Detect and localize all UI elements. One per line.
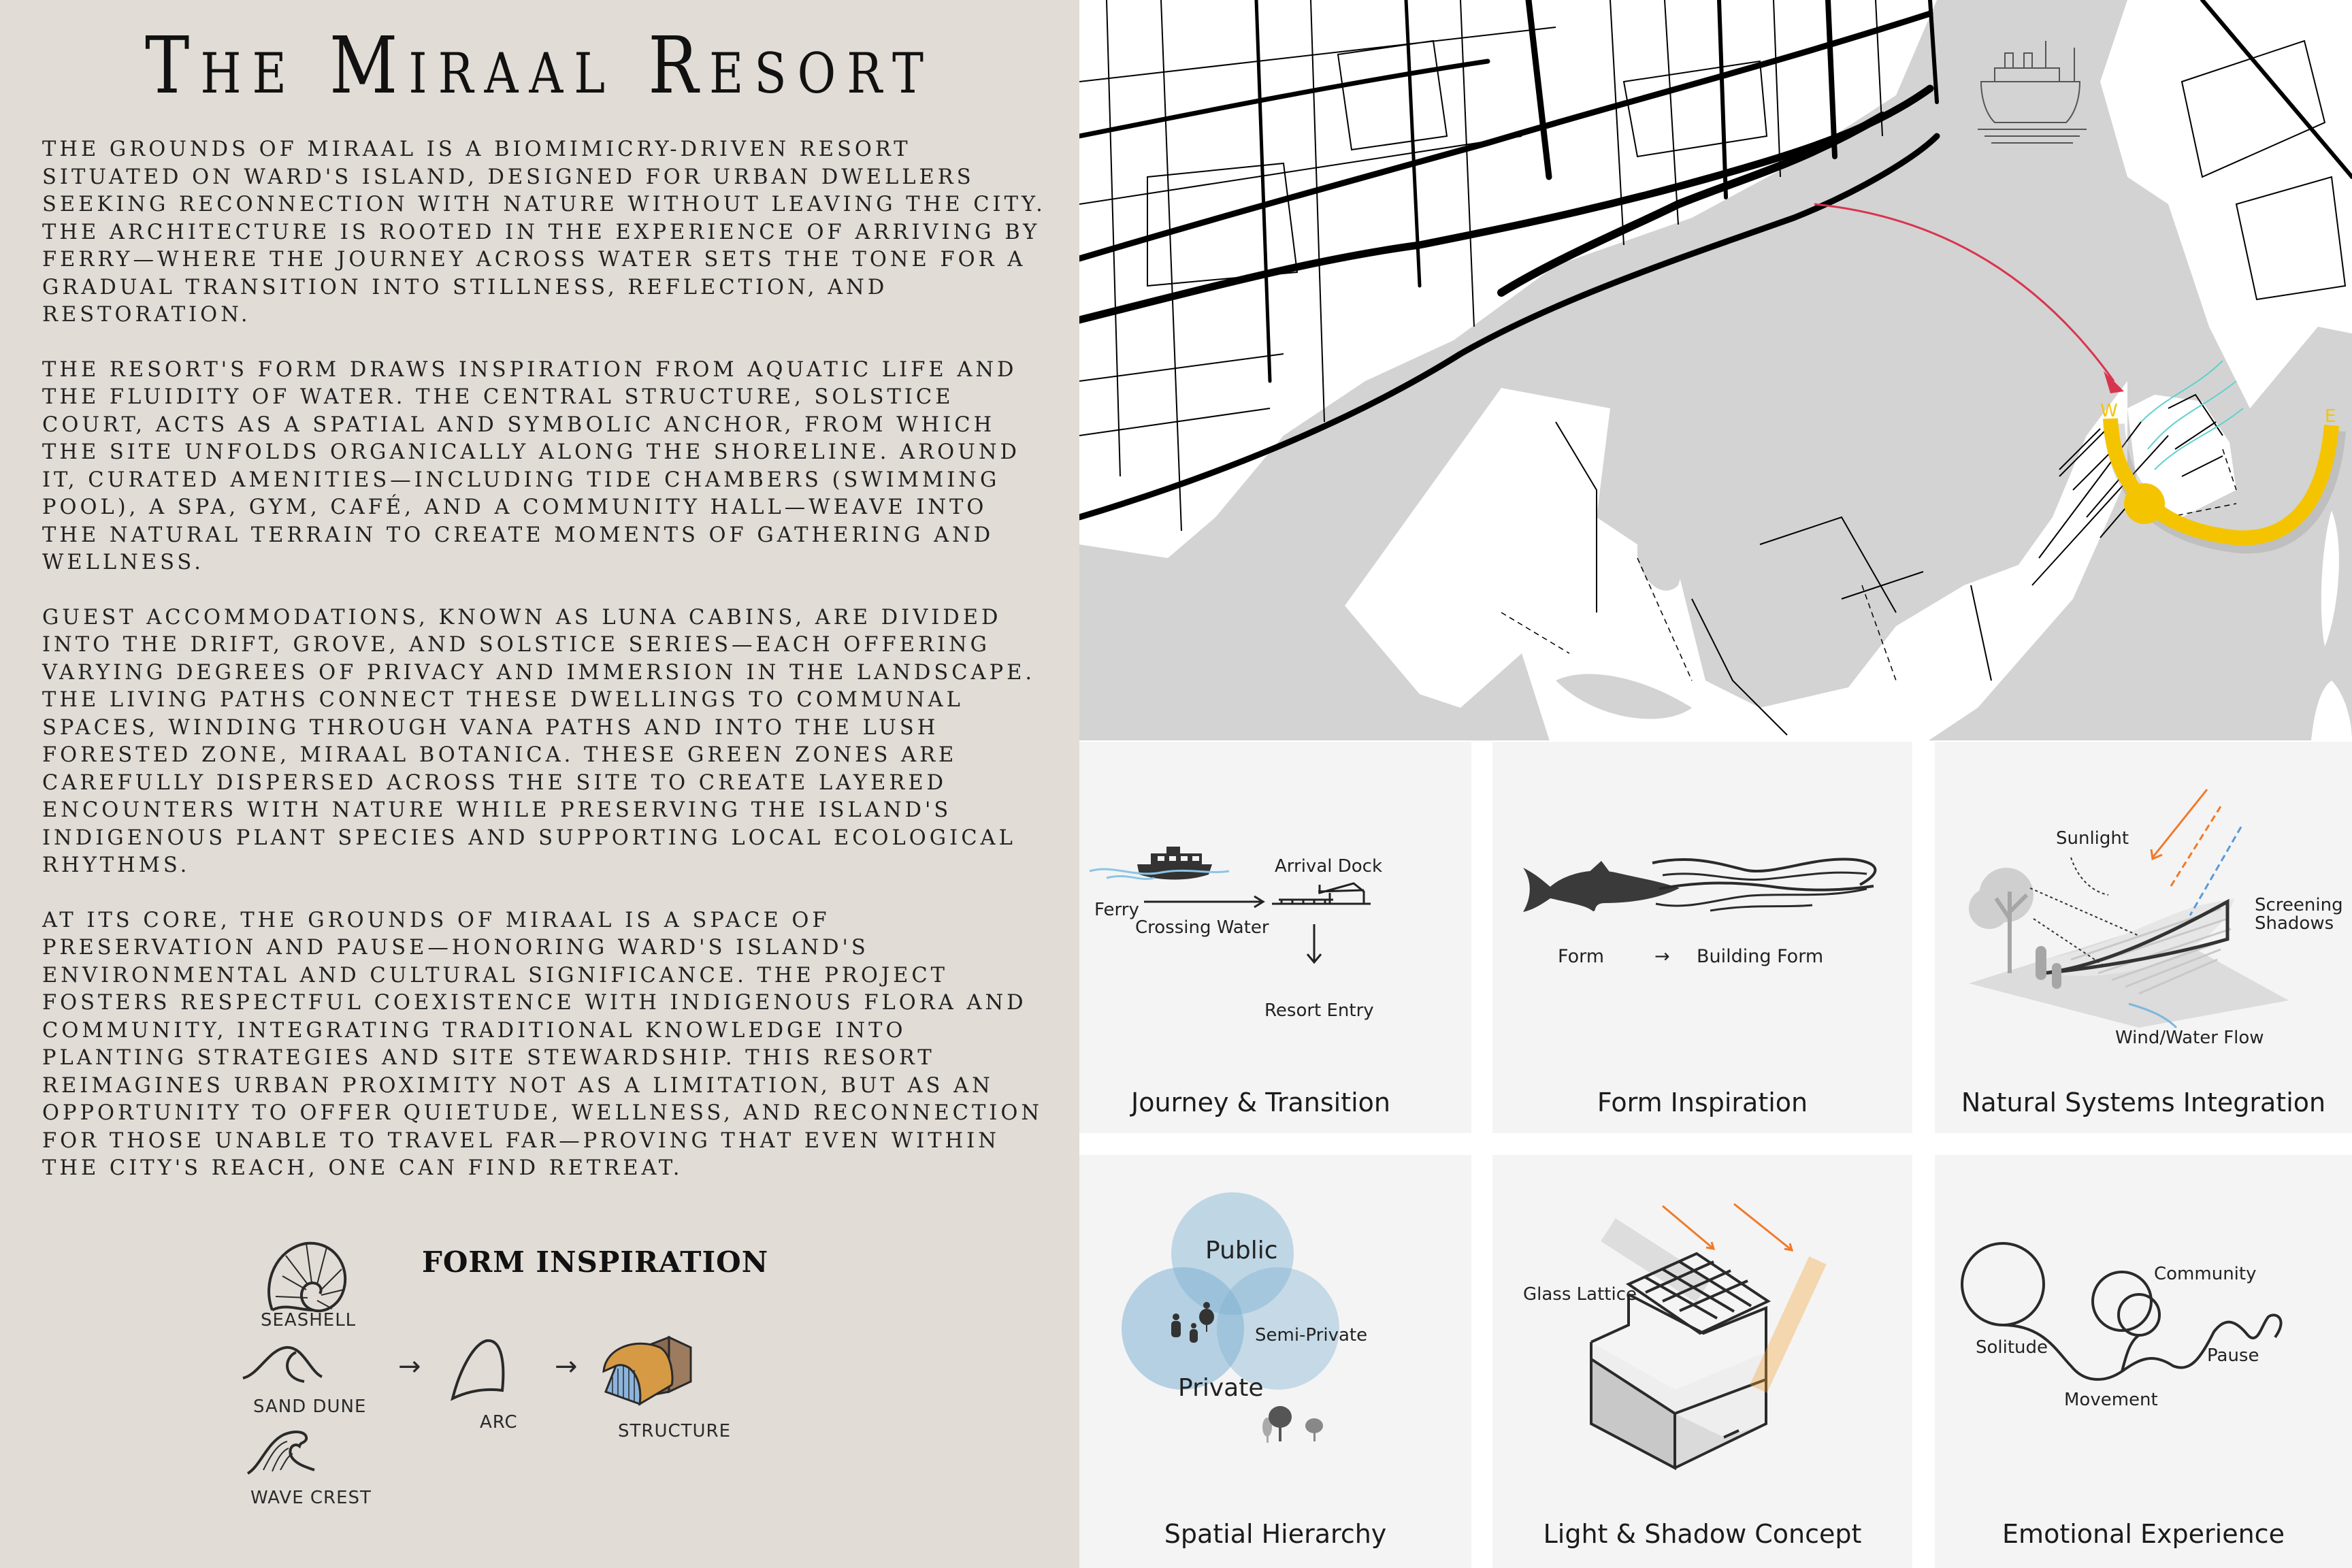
form-arrow: → <box>1654 946 1670 967</box>
paragraph-accommodations: GUEST ACCOMMODATIONS, KNOWN AS LUNA CABINS, ARE DIVIDED INTO THE DRIFT, GROVE, AND SOLSTICE SERIES—EACH OFFERING VARYING DEGREES OF PRIVACY AND IMMERSION IN THE LANDSCAPE. THE LIVING PATHS CONNECT THESE DWELLINGS TO COMMUNAL SPACES, WINDING THROUGH VANA PATHS AND INTO THE LUSH FORESTED ZONE, MIRAAL BOTANICA. THESE GREEN ZONES ARE CAREFULLY DISPERSED ACROSS THE SITE TO CREATE LAYERED ENCOUNTERS WITH NATURE WHILE PRESERVING THE ISLAND'S INDIGENOUS PLANT SPECIES AND SUPPORTING LOCAL ECOLOGICAL RHYTHMS. <box>42 605 1036 877</box>
glass-lattice-label: Glass Lattice <box>1523 1284 1637 1305</box>
tile-title: Journey & Transition <box>1131 1088 1391 1117</box>
structure-icon <box>595 1330 691 1412</box>
building-form-label: Building Form <box>1697 946 1824 967</box>
ferry-boat-icon <box>1086 844 1229 885</box>
paragraph-form: THE RESORT'S FORM DRAWS INSPIRATION FROM AQUATIC LIFE AND THE FLUIDITY OF WATER. THE CENTRAL STRUCTURE, SOLSTICE COURT, ACTS AS A SPATIAL AND SYMBOLIC ANCHOR, FROM WHICH THE SITE UNFOLDS ORGANICALLY ALONG THE SHORELINE. AROUND IT, CURATED AMENITIES—INCLUDING TIDE CHAMBERS (SWIMMING POOL), A SPA, GYM, CAFÉ, AND A COMMUNITY HALL—WEAVE INTO THE NATURAL TERRAIN TO CREATE MOMENTS OF GATHERING AND WELLNESS. <box>42 357 1020 574</box>
glass-lattice-diagram <box>1492 1155 1912 1568</box>
compass-west: W <box>2100 401 2118 421</box>
journey-line-diagram <box>1935 1155 2352 1568</box>
wave-crest-label: WAVE CREST <box>250 1488 372 1508</box>
page-title: The Miraal Resort <box>145 20 934 112</box>
pause-label: Pause <box>2207 1345 2259 1366</box>
resort-entry-label: Resort Entry <box>1264 1000 1374 1021</box>
arrow-icon: → <box>398 1351 422 1382</box>
tile-form-inspiration <box>1492 742 1912 1133</box>
tile-title: Natural Systems Integration <box>1961 1088 2326 1117</box>
tile-emotional-experience <box>1935 1155 2352 1568</box>
route-arrowhead <box>2104 371 2124 393</box>
crossing-water-label: Crossing Water <box>1135 917 1269 938</box>
arc-label: ARC <box>480 1412 518 1433</box>
movement-label: Movement <box>2064 1390 2158 1410</box>
map-illustration <box>1079 0 2352 740</box>
solitude-label: Solitude <box>1976 1337 2048 1358</box>
sand-dune-icon <box>242 1344 323 1388</box>
crossing-arrow-icon <box>1144 895 1267 909</box>
community-label: Community <box>2154 1264 2257 1284</box>
screening-label: Screening <box>2255 895 2343 915</box>
shadows-label: Shadows <box>2255 913 2334 934</box>
ferry-label: Ferry <box>1094 900 1139 920</box>
arrival-dock-label: Arrival Dock <box>1275 856 1383 877</box>
wave-crest-icon <box>246 1429 318 1484</box>
paragraph-core: AT ITS CORE, THE GROUNDS OF MIRAAL IS A SPACE OF PRESERVATION AND PAUSE—HONORING WARD'S ISLAND'S ENVIRONMENTAL AND CULTURAL SIGNIFICANCE. THE PROJECT FOSTERS RESPECTFUL COEXISTENCE WITH INDIGENOUS FLORA AND COMMUNITY, INTEGRATING TRADITIONAL KNOWLEDGE INTO PLANTING STRATEGIES AND SITE STEWARDSHIP. THIS RESORT REIMAGINES URBAN PROXIMITY NOT AS A LIMITATION, BUT AS AN OPPORTUNITY TO OFFER QUIETUDE, WELLNESS, AND RECONNECTION FOR THOSE UNABLE TO TRAVEL FAR—PROVING THAT EVEN WITHIN THE CITY'S REACH, ONE CAN FIND RETREAT. <box>42 908 1043 1180</box>
building-form-lines-icon <box>1649 856 1894 917</box>
tile-title: Spatial Hierarchy <box>1164 1519 1387 1549</box>
arrow-icon-2: → <box>555 1351 578 1382</box>
compass-east: E <box>2325 406 2336 427</box>
tile-journey-transition <box>1079 742 1471 1133</box>
description-panel <box>0 0 1079 1568</box>
arc-icon <box>449 1337 517 1405</box>
structure-label: STRUCTURE <box>618 1421 732 1441</box>
dock-building-icon <box>1272 878 1374 909</box>
concept-tiles <box>1079 742 2352 1568</box>
tile-light-shadow <box>1492 1155 1912 1568</box>
natural-systems-diagram <box>1935 742 2352 1133</box>
wind-water-flow-label: Wind/Water Flow <box>2115 1028 2264 1048</box>
tile-title: Form Inspiration <box>1597 1088 1808 1117</box>
tile-title: Light & Shadow Concept <box>1543 1519 1862 1549</box>
seashell-label: SEASHELL <box>261 1310 357 1330</box>
paragraph-intro: THE GROUNDS OF MIRAAL IS A BIOMIMICRY-DRIVEN RESORT SITUATED ON WARD'S ISLAND, DESIGNED FOR URBAN DWELLERS SEEKING RECONNECTION WITH NATURE WITHOUT LEAVING THE CITY. THE ARCHITECTURE IS ROOTED IN THE EXPERIENCE OF ARRIVING BY FERRY—WHERE THE JOURNEY ACROSS WATER SETS THE TONE FOR A GRADUAL TRANSITION INTO STILLNESS, REFLECTION, AND RESTORATION. <box>42 137 1046 327</box>
tile-spatial-hierarchy <box>1079 1155 1471 1568</box>
ferry-sketch-icon <box>1978 41 2087 143</box>
public-label: Public <box>1205 1237 1278 1264</box>
tile-natural-systems <box>1935 742 2352 1133</box>
down-arrow-icon <box>1304 924 1324 965</box>
semi-private-label: Semi-Private <box>1255 1325 1368 1345</box>
tile-title: Emotional Experience <box>2002 1519 2285 1549</box>
form-label: Form <box>1558 946 1605 967</box>
sunlight-label: Sunlight <box>2056 828 2129 849</box>
site-map <box>1079 0 2352 740</box>
venn-diagram <box>1079 1155 1471 1568</box>
private-label: Private <box>1178 1374 1264 1402</box>
sand-dune-label: SAND DUNE <box>253 1396 367 1417</box>
form-inspiration-heading: FORM INSPIRATION <box>422 1245 769 1279</box>
project-description <box>42 136 1049 1210</box>
